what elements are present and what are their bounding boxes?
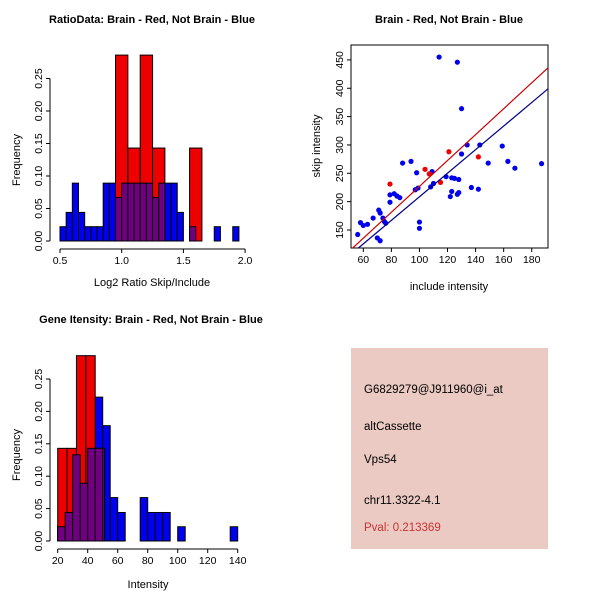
scatter-point-red — [387, 181, 392, 186]
scatter-point-blue — [414, 170, 419, 175]
x-axis-tick-label: 100 — [410, 254, 429, 266]
gene-histogram-title: Gene Itensity: Brain - Red, Not Brain - Blue — [39, 314, 263, 326]
hist-bar-overlap — [95, 448, 103, 541]
scatter-point-blue — [539, 161, 544, 166]
scatter-point-blue — [505, 159, 510, 164]
ratio-histogram-ylabel: Frequency — [11, 134, 23, 186]
x-axis-tick-label: 1.0 — [114, 255, 130, 267]
gene-histogram-ylabel: Frequency — [11, 429, 23, 481]
x-axis-tick-label: 140 — [228, 555, 247, 567]
pvalue-text: Pval: 0.213369 — [364, 522, 441, 534]
panel-gene-histogram — [0, 300, 300, 600]
scatter-xlabel: include intensity — [409, 281, 489, 293]
gene-histogram-xlabel: Intensity — [127, 579, 169, 591]
hist-bar-blue — [233, 227, 239, 241]
scatter-point-blue — [448, 194, 453, 199]
y-axis-tick-label: 0.25 — [33, 368, 45, 390]
hist-bar-overlap — [153, 197, 159, 241]
y-axis-tick-label: 0.25 — [33, 68, 45, 89]
splice-type-text: altCassette — [364, 421, 422, 433]
scatter-ylabel: skip intensity — [311, 114, 323, 178]
hist-bar-blue — [214, 227, 220, 241]
x-axis-tick-label: 120 — [198, 555, 217, 567]
hist-bar-blue — [79, 212, 85, 241]
scatter-point-blue — [469, 185, 474, 190]
notbrain-fit-line — [358, 89, 548, 248]
scatter-point-red — [446, 149, 451, 154]
scatter-point-blue — [397, 195, 402, 200]
scatter-point-blue — [417, 226, 422, 231]
hist-bar-blue — [163, 512, 171, 541]
scatter-point-blue — [486, 160, 491, 165]
hist-bar-blue — [103, 183, 109, 241]
y-axis-tick-label: 300 — [334, 136, 346, 154]
x-axis-tick-label: 180 — [522, 254, 541, 266]
y-axis-tick-label: 200 — [334, 192, 346, 211]
scatter-point-blue — [436, 54, 441, 59]
hist-bar-overlap — [122, 183, 128, 241]
panel-intensity-scatter — [300, 0, 600, 300]
ratio-histogram-plot — [0, 0, 300, 300]
ratio-histogram-xlabel: Log2 Ratio Skip/Include — [93, 277, 211, 289]
scatter-point-blue — [512, 166, 517, 171]
x-axis-tick-label: 0.5 — [52, 255, 68, 267]
hist-bar-blue — [165, 183, 171, 241]
x-axis-tick-label: 60 — [357, 254, 370, 266]
scatter-point-blue — [417, 219, 422, 224]
x-axis-tick-label: 100 — [168, 555, 187, 567]
scatter-point-blue — [371, 215, 376, 220]
y-axis-tick-label: 450 — [334, 51, 346, 69]
panel-gene-info — [300, 300, 600, 600]
scatter-point-red — [422, 167, 427, 172]
y-axis-tick-label: 0.00 — [33, 230, 45, 252]
scatter-point-red — [476, 154, 481, 159]
scatter-point-blue — [365, 222, 370, 227]
scatter-point-blue — [378, 238, 383, 243]
hist-bar-blue — [118, 512, 126, 541]
hist-bar-blue — [97, 227, 103, 241]
gene-name-text: Vps54 — [364, 454, 397, 466]
ratio-histogram-title: RatioData: Brain - Red, Not Brain - Blue — [49, 14, 255, 26]
hist-bar-overlap — [65, 512, 73, 541]
scatter-point-blue — [400, 160, 405, 165]
x-axis-tick-label: 2.0 — [237, 255, 253, 267]
brain-fit-line — [352, 68, 548, 248]
x-axis-tick-label: 120 — [438, 254, 457, 266]
y-axis-tick-label: 0.15 — [33, 133, 45, 154]
scatter-point-blue — [476, 187, 481, 192]
x-axis-tick-label: 160 — [494, 254, 513, 266]
hist-bar-overlap — [190, 227, 196, 241]
y-axis-tick-label: 150 — [334, 221, 346, 239]
y-axis-tick-label: 0.10 — [33, 165, 45, 187]
hist-bar-blue — [155, 512, 163, 541]
scatter-point-blue — [408, 159, 413, 164]
scatter-point-blue — [355, 232, 360, 237]
hist-bar-blue — [171, 183, 177, 241]
hist-bar-overlap — [73, 455, 81, 541]
y-axis-tick-label: 400 — [334, 79, 346, 98]
scatter-point-blue — [378, 210, 383, 215]
gene-histogram-plot — [0, 300, 300, 600]
hist-bar-blue — [148, 512, 156, 541]
hist-bar-blue — [178, 527, 186, 541]
hist-bar-overlap — [140, 183, 146, 241]
hist-bar-overlap — [80, 483, 88, 541]
x-axis-tick-label: 80 — [141, 555, 154, 567]
gene-info-box — [351, 348, 548, 549]
y-axis-tick-label: 0.20 — [33, 401, 45, 422]
hist-bar-blue — [91, 227, 97, 241]
scatter-title: Brain - Red, Not Brain - Blue — [375, 14, 523, 26]
y-axis-tick-label: 0.00 — [33, 530, 45, 552]
scatter-point-blue — [500, 143, 505, 148]
x-axis-tick-label: 80 — [385, 254, 398, 266]
chromosome-location-text: chr11.3322-4.1 — [364, 495, 441, 507]
scatter-point-blue — [459, 151, 464, 156]
hist-bar-blue — [110, 498, 118, 541]
intensity-scatter-plot — [300, 0, 600, 300]
y-axis-tick-label: 250 — [334, 164, 346, 183]
x-axis-tick-label: 40 — [81, 555, 94, 567]
hist-bar-blue — [177, 212, 183, 241]
hist-bar-blue — [60, 227, 66, 241]
y-axis-tick-label: 0.05 — [33, 198, 45, 219]
hist-bar-overlap — [103, 448, 105, 541]
probe-id-text: G6829279@J911960@i_at — [364, 384, 503, 396]
hist-bar-blue — [230, 527, 238, 541]
hist-bar-overlap — [134, 183, 140, 241]
y-axis-tick-label: 350 — [334, 107, 346, 126]
y-axis-tick-label: 0.10 — [33, 465, 45, 487]
scatter-point-blue — [387, 200, 392, 205]
hist-bar-overlap — [116, 197, 122, 241]
hist-bar-blue — [85, 227, 91, 241]
x-axis-tick-label: 140 — [466, 254, 485, 266]
x-axis-tick-label: 20 — [51, 555, 64, 567]
scatter-point-blue — [456, 190, 461, 195]
y-axis-tick-label: 0.05 — [33, 498, 45, 519]
hist-bar-blue — [72, 183, 78, 241]
x-axis-tick-label: 60 — [111, 555, 124, 567]
scatter-point-blue — [449, 189, 454, 194]
y-axis-tick-label: 0.15 — [33, 433, 45, 455]
hist-bar-overlap — [88, 448, 96, 541]
hist-bar-overlap — [146, 183, 152, 241]
scatter-point-blue — [459, 106, 464, 111]
scatter-point-blue — [455, 60, 460, 65]
hist-bar-overlap — [128, 183, 134, 241]
hist-bar-overlap — [58, 527, 65, 541]
x-axis-tick-label: 1.5 — [176, 255, 191, 267]
hist-bar-blue — [140, 498, 148, 541]
y-axis-tick-label: 0.20 — [33, 100, 45, 122]
hist-bar-blue — [66, 212, 72, 241]
hist-bar-overlap — [159, 183, 165, 241]
hist-bar-blue — [109, 183, 115, 241]
scatter-point-blue — [456, 177, 461, 182]
panel-ratio-histogram — [0, 0, 300, 300]
scatter-point-blue — [358, 220, 363, 225]
